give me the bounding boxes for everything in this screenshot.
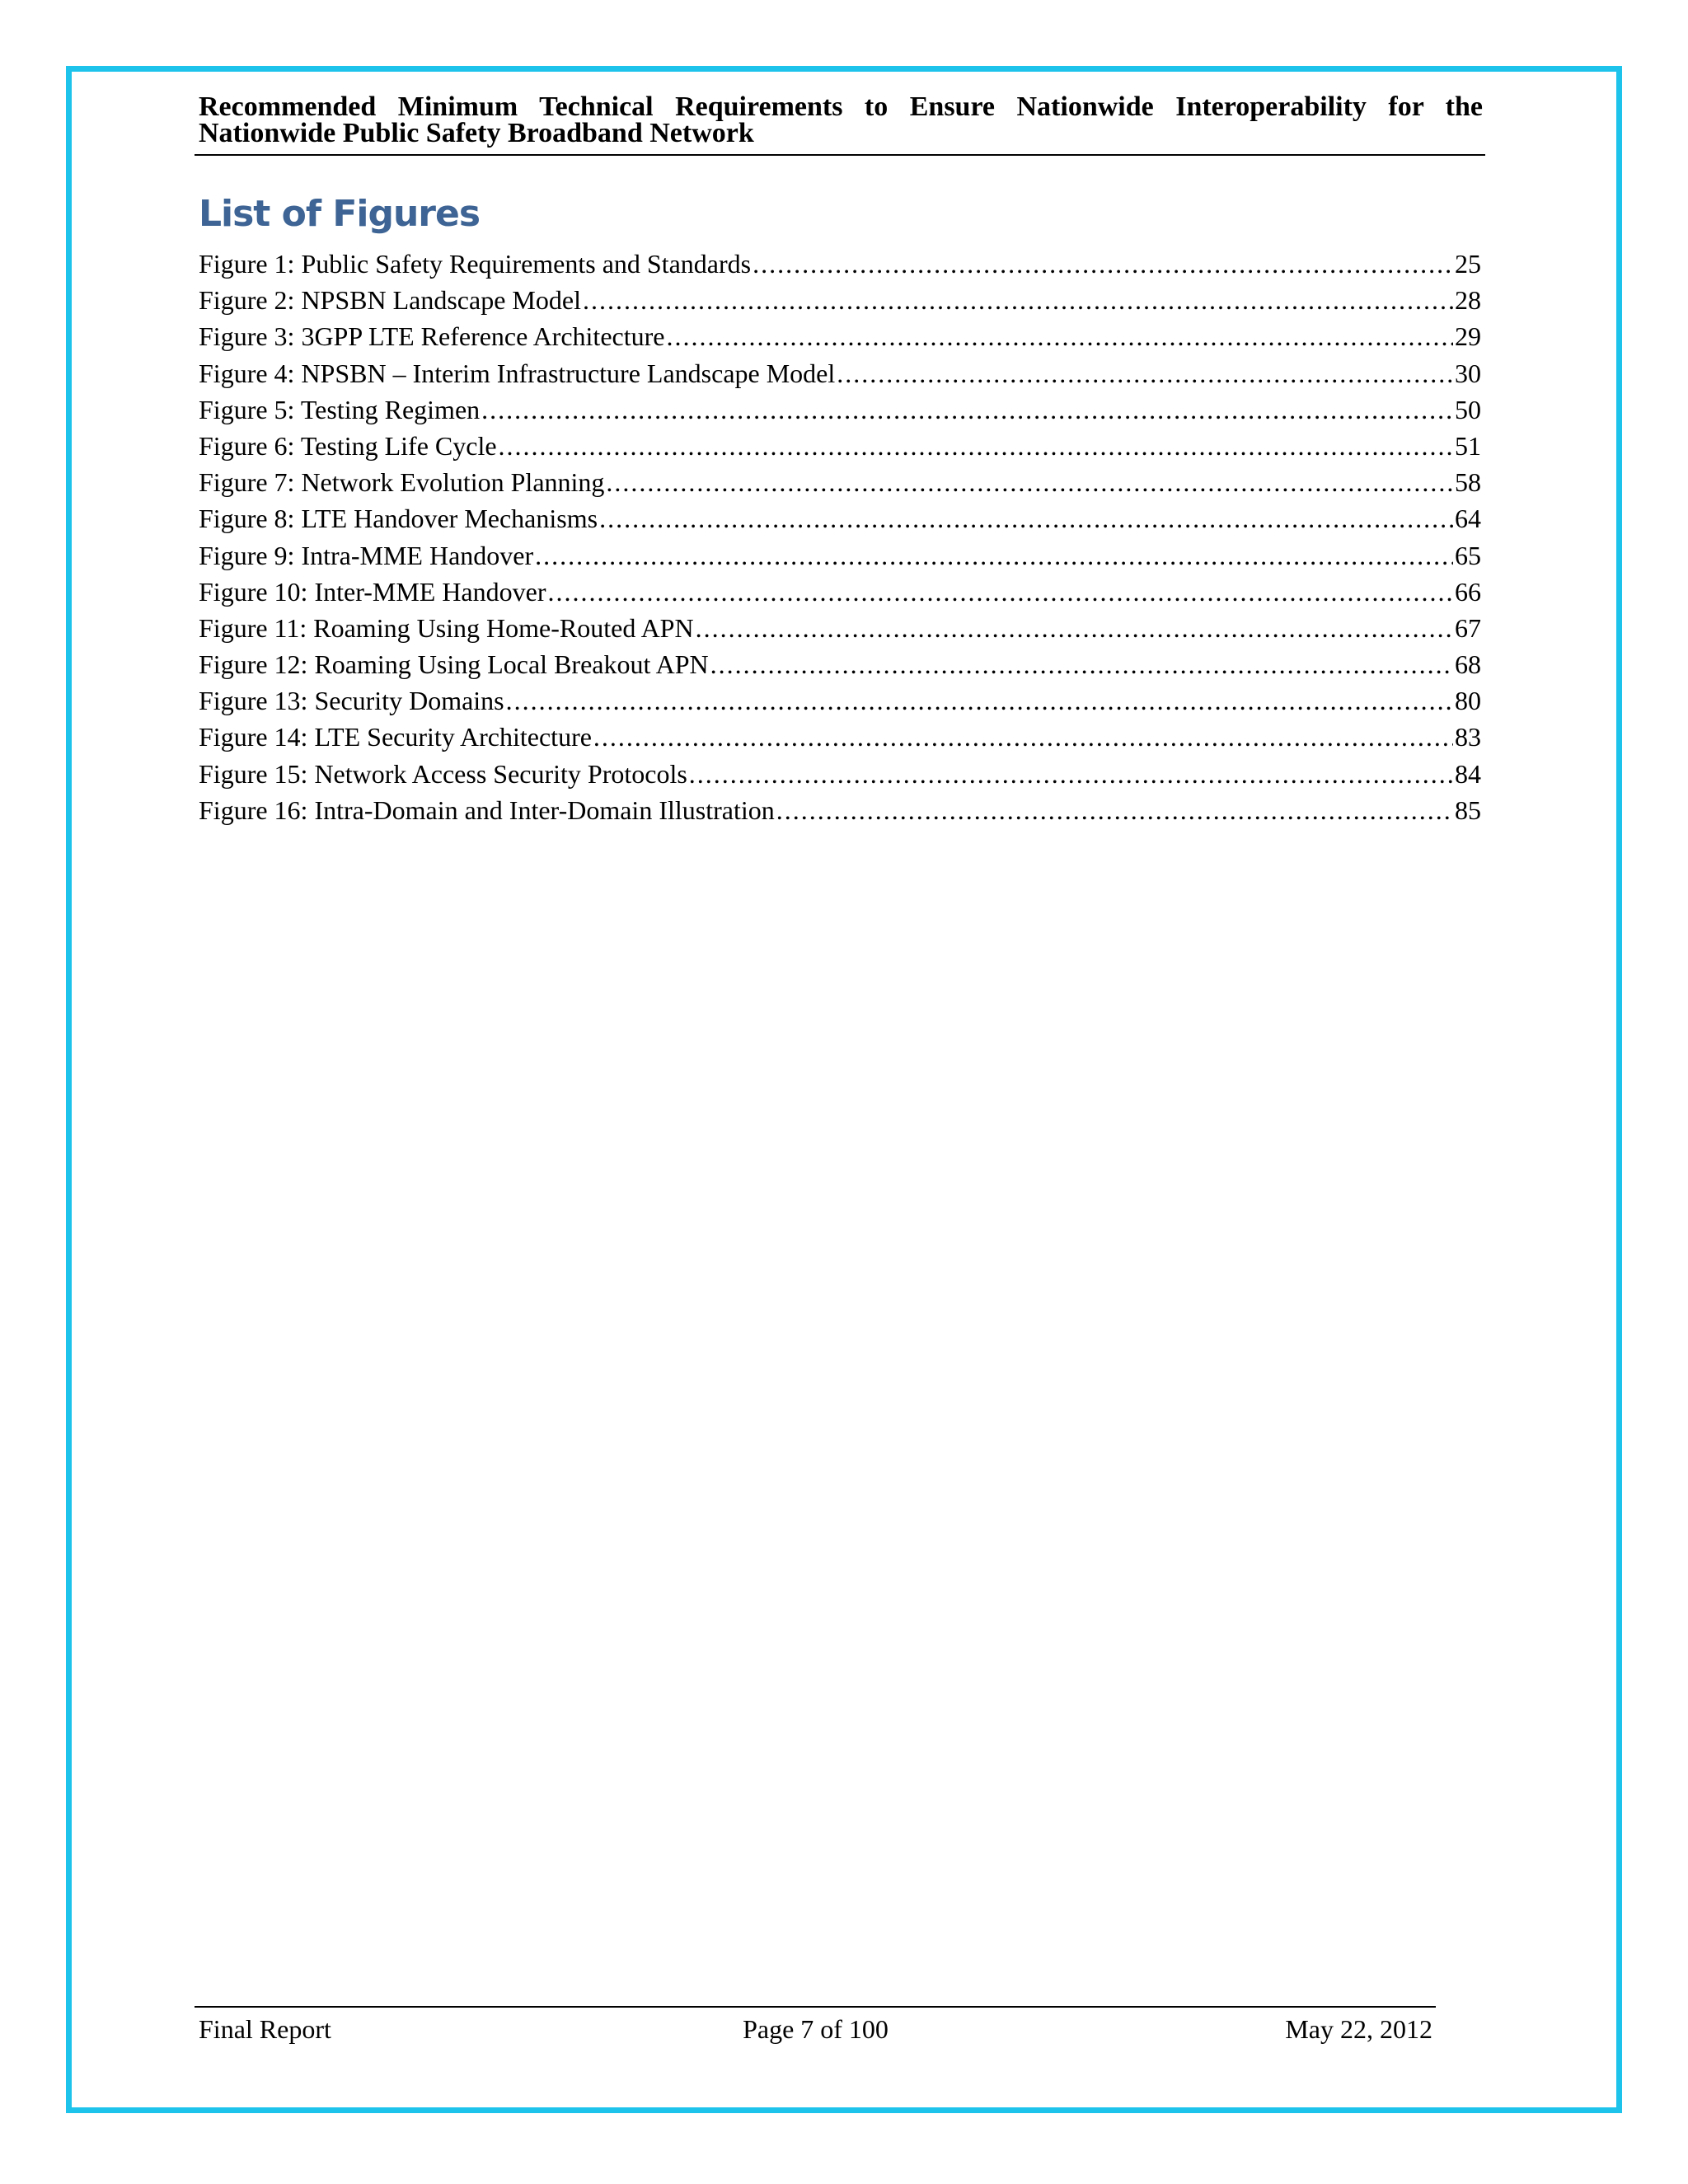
toc-leader: [837, 355, 1453, 391]
list-of-figures: [199, 246, 1481, 828]
toc-entry[interactable]: [199, 355, 1481, 391]
toc-leader: [593, 719, 1453, 755]
toc-leader: [506, 682, 1453, 719]
toc-entry-label: Figure 16: Intra-Domain and Inter-Domain Illustration: [199, 794, 775, 825]
document-header: Recommended Minimum Technical Requirements to Ensure Nationwide Interoperability for the Nationwide Public Safety Broadband Network: [199, 91, 1483, 148]
toc-entry-page: 28: [1455, 285, 1481, 316]
toc-entry[interactable]: [199, 500, 1481, 537]
toc-entry-page: 51: [1455, 430, 1481, 461]
footer-date: May 22, 2012: [1285, 2014, 1432, 2044]
toc-entry[interactable]: [199, 246, 1481, 282]
toc-entry-page: 29: [1455, 321, 1481, 352]
toc-entry-label: Figure 3: 3GPP LTE Reference Architecture: [199, 321, 665, 352]
toc-entry-page: 50: [1455, 394, 1481, 424]
toc-entry[interactable]: [199, 537, 1481, 574]
toc-leader: [606, 464, 1453, 500]
toc-entry-page: 67: [1455, 612, 1481, 643]
toc-entry-label: Figure 12: Roaming Using Local Breakout APN: [199, 649, 709, 680]
toc-entry-page: 83: [1455, 722, 1481, 752]
toc-entry-label: Figure 4: NPSBN – Interim Infrastructure Landscape Model: [199, 358, 836, 388]
toc-entry-page: 25: [1455, 249, 1481, 279]
toc-leader: [583, 282, 1453, 318]
toc-entry-page: 64: [1455, 504, 1481, 534]
toc-entry-label: Figure 15: Network Access Security Protocols: [199, 758, 687, 789]
toc-entry[interactable]: [199, 428, 1481, 464]
toc-entry-page: 80: [1455, 686, 1481, 716]
toc-leader: [666, 318, 1453, 354]
toc-entry-page: 58: [1455, 467, 1481, 498]
toc-entry[interactable]: [199, 391, 1481, 428]
list-of-figures-title: List of Figures: [199, 193, 481, 235]
toc-leader: [696, 610, 1453, 646]
toc-entry[interactable]: [199, 610, 1481, 646]
toc-entry-page: 85: [1455, 794, 1481, 825]
toc-leader: [710, 646, 1453, 682]
toc-entry-page: 65: [1455, 540, 1481, 570]
toc-leader: [689, 756, 1453, 792]
toc-entry-label: Figure 9: Intra-MME Handover: [199, 540, 534, 570]
toc-entry[interactable]: [199, 282, 1481, 318]
toc-entry-label: Figure 10: Inter-MME Handover: [199, 576, 546, 607]
toc-entry[interactable]: [199, 464, 1481, 500]
toc-leader: [776, 792, 1453, 828]
toc-entry-page: 66: [1455, 576, 1481, 607]
toc-leader: [499, 428, 1453, 464]
toc-entry-label: Figure 1: Public Safety Requirements and Standards: [199, 249, 752, 279]
toc-leader: [753, 246, 1453, 282]
toc-entry-label: Figure 6: Testing Life Cycle: [199, 430, 497, 461]
toc-entry[interactable]: [199, 719, 1481, 755]
toc-entry-label: Figure 7: Network Evolution Planning: [199, 467, 605, 498]
toc-entry-label: Figure 5: Testing Regimen: [199, 394, 481, 424]
toc-entry-page: 68: [1455, 649, 1481, 680]
toc-entry[interactable]: [199, 318, 1481, 354]
footer-page-number: Page 7 of 100: [743, 2014, 889, 2044]
footer-report-name: Final Report: [199, 2014, 331, 2044]
toc-entry-page: 84: [1455, 758, 1481, 789]
toc-entry[interactable]: [199, 792, 1481, 828]
toc-leader: [547, 574, 1453, 610]
footer-rule: [195, 2006, 1436, 2008]
toc-entry-label: Figure 11: Roaming Using Home-Routed APN: [199, 612, 694, 643]
toc-entry[interactable]: [199, 574, 1481, 610]
toc-entry-label: Figure 13: Security Domains: [199, 686, 504, 716]
toc-leader: [535, 537, 1453, 574]
page-footer: [199, 2011, 1432, 2047]
toc-leader: [481, 391, 1453, 428]
header-rule: [195, 154, 1485, 156]
toc-entry[interactable]: [199, 682, 1481, 719]
toc-entry-label: Figure 14: LTE Security Architecture: [199, 722, 592, 752]
toc-leader: [599, 500, 1453, 537]
toc-entry[interactable]: [199, 646, 1481, 682]
toc-entry-page: 30: [1455, 358, 1481, 388]
toc-entry-label: Figure 2: NPSBN Landscape Model: [199, 285, 581, 316]
toc-entry[interactable]: [199, 756, 1481, 792]
toc-entry-label: Figure 8: LTE Handover Mechanisms: [199, 504, 598, 534]
